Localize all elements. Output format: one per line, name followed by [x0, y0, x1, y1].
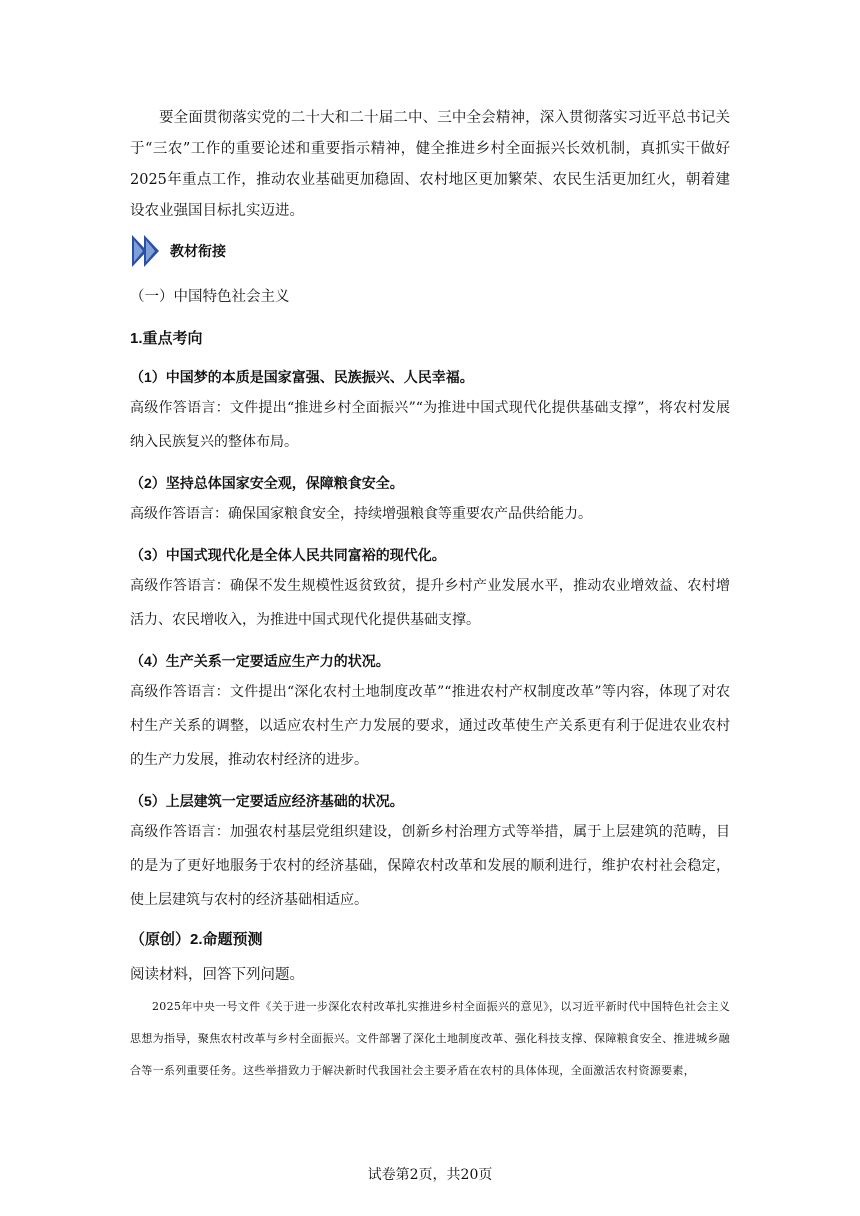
point-title: （5）上层建筑一定要适应经济基础的状况。: [130, 793, 404, 809]
point-title: （4）生产关系一定要适应生产力的状况。: [130, 653, 390, 669]
page-footer: 试卷第2页，共20页: [367, 1167, 493, 1183]
point-answer: 高级作答语言：文件提出“深化农村土地制度改革”“推进农村产权制度改革”等内容，体现了对农村生产关系的调整，以适应农村生产力发展的要求，通过改革使生产关系更有利于促进农业农村的生产力发展，推动农村经济的进步。: [130, 684, 730, 768]
page-content: [130, 103, 730, 1087]
key-direction-title: 1.重点考向: [130, 330, 203, 347]
section-heading: [130, 231, 730, 271]
point-answer: 高级作答语言：文件提出“推进乡村全面振兴”“为推进中国式现代化提供基础支撑”，将农村发展纳入民族复兴的整体布局。: [130, 400, 730, 450]
intro-paragraph: 要全面贯彻落实党的二十大和二十届二中、三中全会精神，深入贯彻落实习近平总书记关于“三农”工作的重要论述和重要指示精神，健全推进乡村全面振兴长效机制，真抓实干做好2025年重点工作，推动农业基础更加稳固、农村地区更加繁荣、农民生活更加红火，朝着建设农业强国目标扎实迈进。: [130, 110, 730, 219]
point-title: （1）中国梦的本质是国家富强、民族振兴、人民幸福。: [130, 369, 474, 385]
material-paragraph: 2025年中央一号文件《关于进一步深化农村改革扎实推进乡村全面振兴的意见》，以习近平新时代中国特色社会主义思想为指导，聚焦农村改革与乡村全面振兴。文件部署了深化土地制度改革、强化科技支撑、保障粮食安全、推进城乡融合等一系列重要任务。这些举措致力于解决新时代我国社会主要矛盾在农村的具体体现，全面激活农村资源要素，: [130, 1000, 730, 1077]
read-question: 阅读材料，回答下列问题。: [130, 967, 304, 983]
point-title: （3）中国式现代化是全体人民共同富裕的现代化。: [130, 547, 446, 563]
point-list: [130, 363, 730, 917]
prediction-title: （原创）2.命题预测: [130, 931, 263, 948]
point-answer: 高级作答语言：确保国家粮食安全，持续增强粮食等重要农产品供给能力。: [130, 506, 592, 522]
section-title: 教材衔接: [170, 243, 226, 259]
double-arrow-icon: [130, 233, 166, 269]
point-answer: 高级作答语言：加强农村基层党组织建设，创新乡村治理方式等举措，属于上层建筑的范畴，目的是为了更好地服务于农村的经济基础，保障农村改革和发展的顺利进行，维护农村社会稳定，使上层建筑与农村的经济基础相适应。: [130, 824, 730, 908]
point-title: （2）坚持总体国家安全观，保障粮食安全。: [130, 475, 404, 491]
subsection-title: （一）中国特色社会主义: [130, 289, 290, 305]
point-answer: 高级作答语言：确保不发生规模性返贫致贫，提升乡村产业发展水平，推动农业增效益、农村增活力、农民增收入，为推进中国式现代化提供基础支撑。: [130, 578, 730, 628]
